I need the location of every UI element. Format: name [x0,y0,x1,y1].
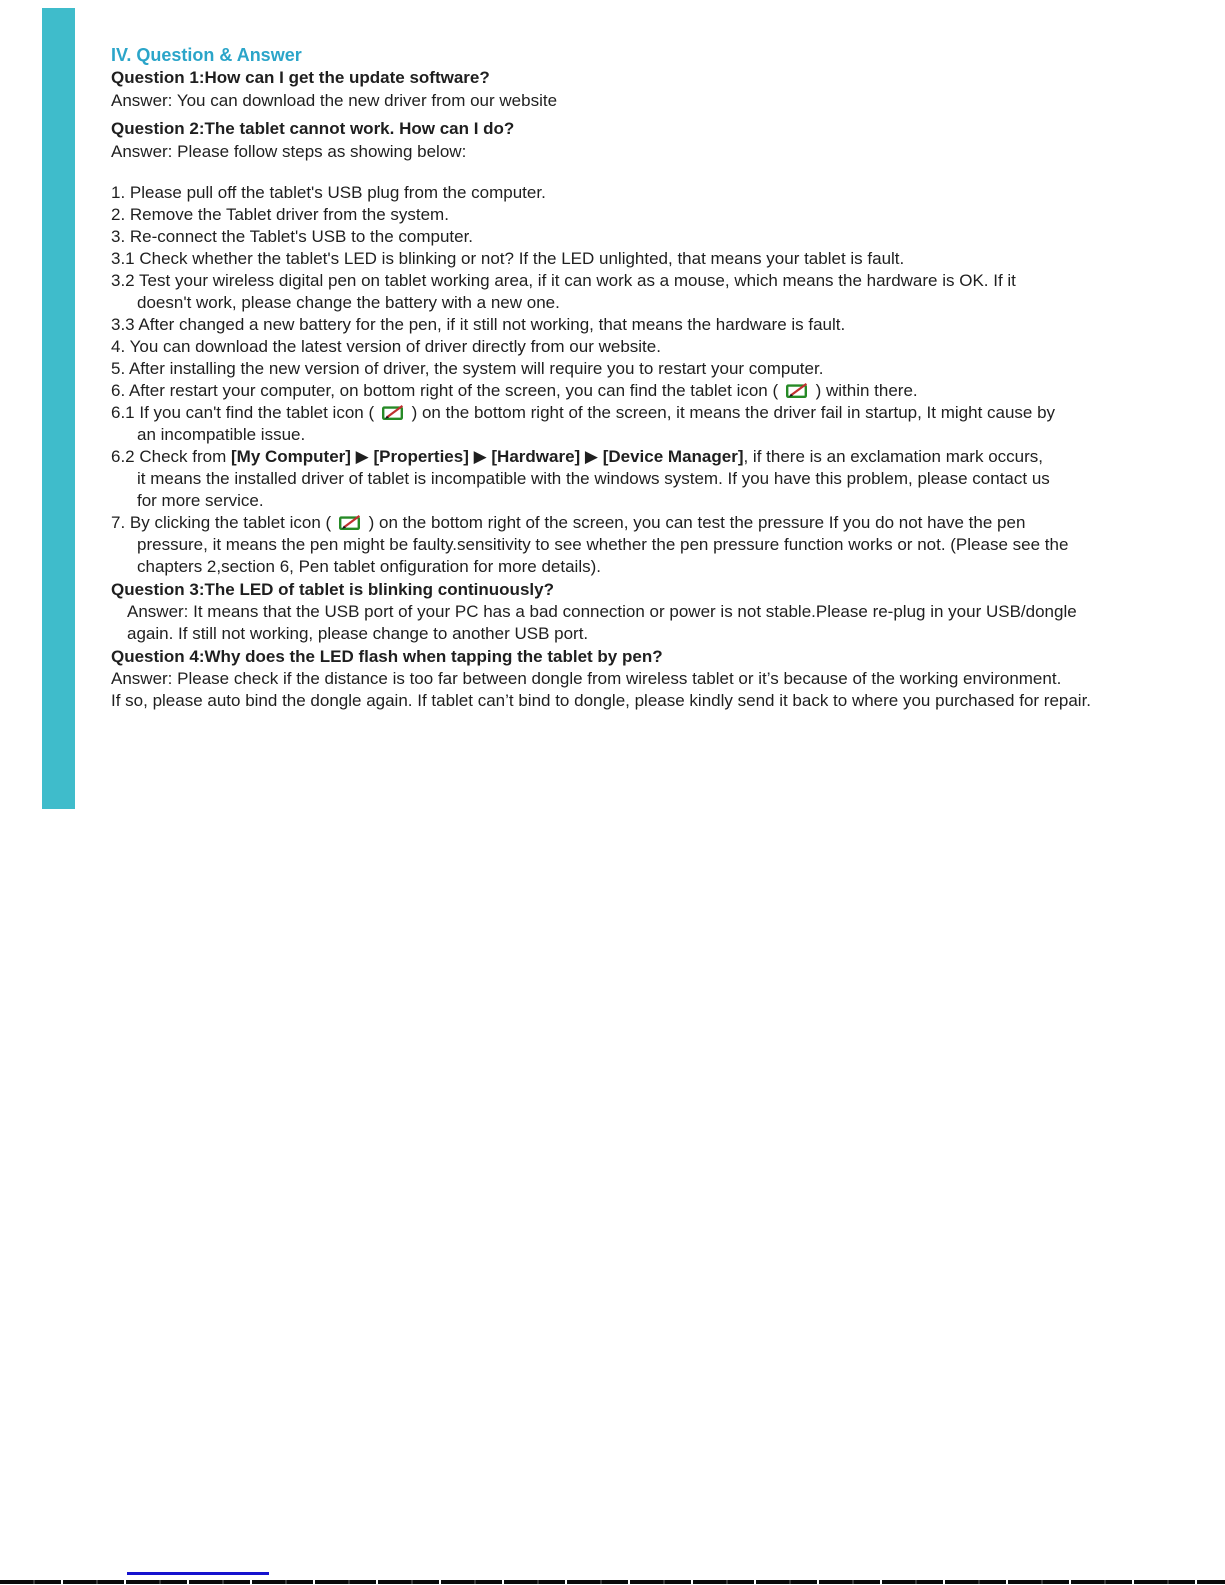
step-line [111,402,1219,424]
step-text: 3.3 After changed a new battery for the pen, if it still not working, that means the hardware is fault. [111,315,846,334]
step-text: 1. Please pull off the tablet's USB plug from the computer. [111,183,546,202]
step-text: 4. You can download the latest version of driver directly from our website. [111,337,661,356]
steps-list [111,182,1219,578]
step-line [111,204,1219,226]
step-line [111,314,1219,336]
step-text: 5. After installing the new version of driver, the system will require you to restart your computer. [111,359,824,378]
step-text: 3.2 Test your wireless digital pen on tablet working area, if it can work as a mouse, which means the hardware is OK. If it [111,271,1016,290]
step-text: ) within there. [810,381,918,400]
step-text: , if there is an exclamation mark occurs, [743,447,1043,466]
step-line [111,380,1219,402]
step-line [111,248,1219,270]
step-text: 3.1 Check whether the tablet's LED is blinking or not? If the LED unlighted, that means your tablet is fault. [111,249,905,268]
tablet-pen-icon [339,515,361,530]
step-line [111,490,1219,512]
question-2-answer: Answer: Please follow steps as showing below: [111,142,467,161]
step-line [111,468,1219,490]
step-text: chapters 2,section 6, Pen tablet onfiguration for more details). [137,557,601,576]
step-line [111,534,1219,556]
step-line [111,226,1219,248]
question-4-answer [111,668,1219,712]
step-text: 7. By clicking the tablet icon ( [111,513,336,532]
qa-section [111,44,1219,712]
step-line [111,358,1219,380]
step-line [111,270,1219,292]
step-line [111,336,1219,358]
step-text: ) on the bottom right of the screen, you can test the pressure If you do not have the pen [363,513,1026,532]
step-text: pressure, it means the pen might be faulty.sensitivity to see whether the pen pressure function works or not. (Please see the [137,535,1069,554]
step-text: 6. After restart your computer, on bottom right of the screen, you can find the tablet icon ( [111,381,783,400]
question-1-answer: Answer: You can download the new driver from our website [111,91,558,110]
menu-path-sequence: [My Computer] ▶ [Properties] ▶ [Hardware] ▶ [Device Manager] [231,447,744,466]
answer-line: again. If still not working, please change to another USB port. [127,624,589,643]
answer-line: Answer: Please check if the distance is too far between dongle from wireless tablet or it’s because of the working environment. [111,669,1062,688]
tablet-pen-icon [382,405,404,420]
question-3-answer [111,601,1219,645]
accent-bar [42,8,75,809]
question-2-block [111,117,1219,163]
section-title: IV. Question & Answer [111,45,302,65]
footer-link-underline [127,1572,269,1575]
step-text: 3. Re-connect the Tablet's USB to the computer. [111,227,474,246]
question-4-heading: Question 4:Why does the LED flash when tapping the tablet by pen? [111,647,663,666]
step-line [111,292,1219,314]
question-1-block [111,66,1219,112]
tablet-pen-icon [786,383,808,398]
question-3-heading: Question 3:The LED of tablet is blinking continuously? [111,580,554,599]
step-text: for more service. [137,491,264,510]
answer-line: Answer: It means that the USB port of your PC has a bad connection or power is not stable.Please re-plug in your USB/dongle [127,602,1077,621]
question-2-heading: Question 2:The tablet cannot work. How can I do? [111,119,515,138]
step-line [111,424,1219,446]
question-1-heading: Question 1:How can I get the update software? [111,68,490,87]
step-text: 6.1 If you can't find the tablet icon ( [111,403,379,422]
step-line [111,512,1219,534]
step-line [111,182,1219,204]
step-text: 2. Remove the Tablet driver from the system. [111,205,449,224]
step-text: an incompatible issue. [137,425,306,444]
step-text: ) on the bottom right of the screen, it means the driver fail in startup, It might cause by [406,403,1056,422]
step-line [111,556,1219,578]
answer-line: If so, please auto bind the dongle again. If tablet can’t bind to dongle, please kindly send it back to where you purchased for repair. [111,691,1092,710]
step-text: doesn't work, please change the battery with a new one. [137,293,560,312]
step-text: 6.2 Check from [111,447,231,466]
step-line [111,446,1219,468]
page-bottom-edge-line [0,1580,1225,1584]
step-text: it means the installed driver of tablet is incompatible with the windows system. If you have this problem, please contact us [137,469,1050,488]
